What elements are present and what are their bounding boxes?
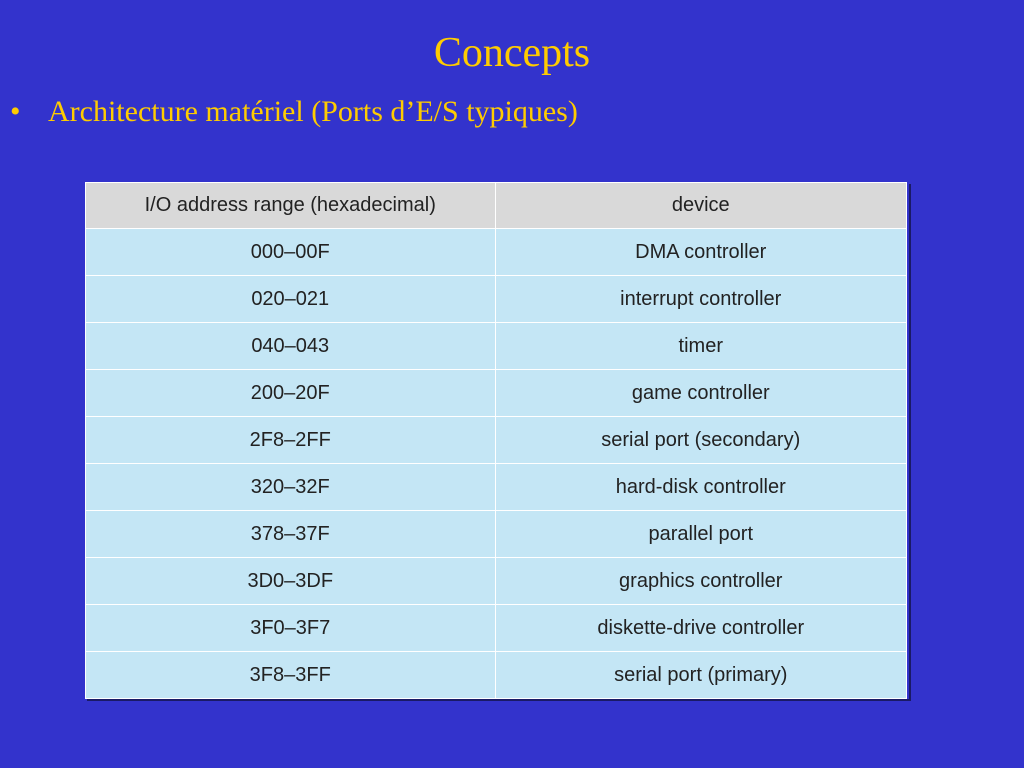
device-cell: game controller [495, 370, 906, 417]
device-cell: parallel port [495, 511, 906, 558]
address-range-cell: 320–32F [86, 464, 496, 511]
slide-title: Concepts [433, 30, 591, 76]
header-device: device [495, 183, 906, 229]
address-range-cell: 3F8–3FF [86, 652, 496, 699]
address-range-cell: 200–20F [86, 370, 496, 417]
device-cell: timer [495, 323, 906, 370]
device-cell: DMA controller [495, 229, 906, 276]
table-row [86, 417, 907, 464]
device-cell: hard-disk controller [495, 464, 906, 511]
device-cell: diskette-drive controller [495, 605, 906, 652]
header-address-range: I/O address range (hexadecimal) [86, 183, 496, 229]
address-range-cell: 2F8–2FF [86, 417, 496, 464]
table-row [86, 370, 907, 417]
address-range-cell: 020–021 [86, 276, 496, 323]
bullet-symbol: • [10, 95, 21, 128]
device-cell: graphics controller [495, 558, 906, 605]
table-row [86, 558, 907, 605]
table-row [86, 323, 907, 370]
device-cell: serial port (secondary) [495, 417, 906, 464]
table-row [86, 605, 907, 652]
address-range-cell: 040–043 [86, 323, 496, 370]
address-range-cell: 000–00F [86, 229, 496, 276]
table-row [86, 276, 907, 323]
address-range-cell: 3F0–3F7 [86, 605, 496, 652]
table-row [86, 652, 907, 699]
bullet-item [10, 94, 578, 130]
address-range-cell: 378–37F [86, 511, 496, 558]
device-cell: serial port (primary) [495, 652, 906, 699]
device-cell: interrupt controller [495, 276, 906, 323]
table-row [86, 229, 907, 276]
table-row [86, 511, 907, 558]
address-range-cell: 3D0–3DF [86, 558, 496, 605]
io-port-table [85, 182, 909, 699]
table-row [86, 464, 907, 511]
table-header-row [86, 183, 907, 229]
bullet-text: Architecture matériel (Ports d’E/S typiques) [48, 95, 578, 128]
